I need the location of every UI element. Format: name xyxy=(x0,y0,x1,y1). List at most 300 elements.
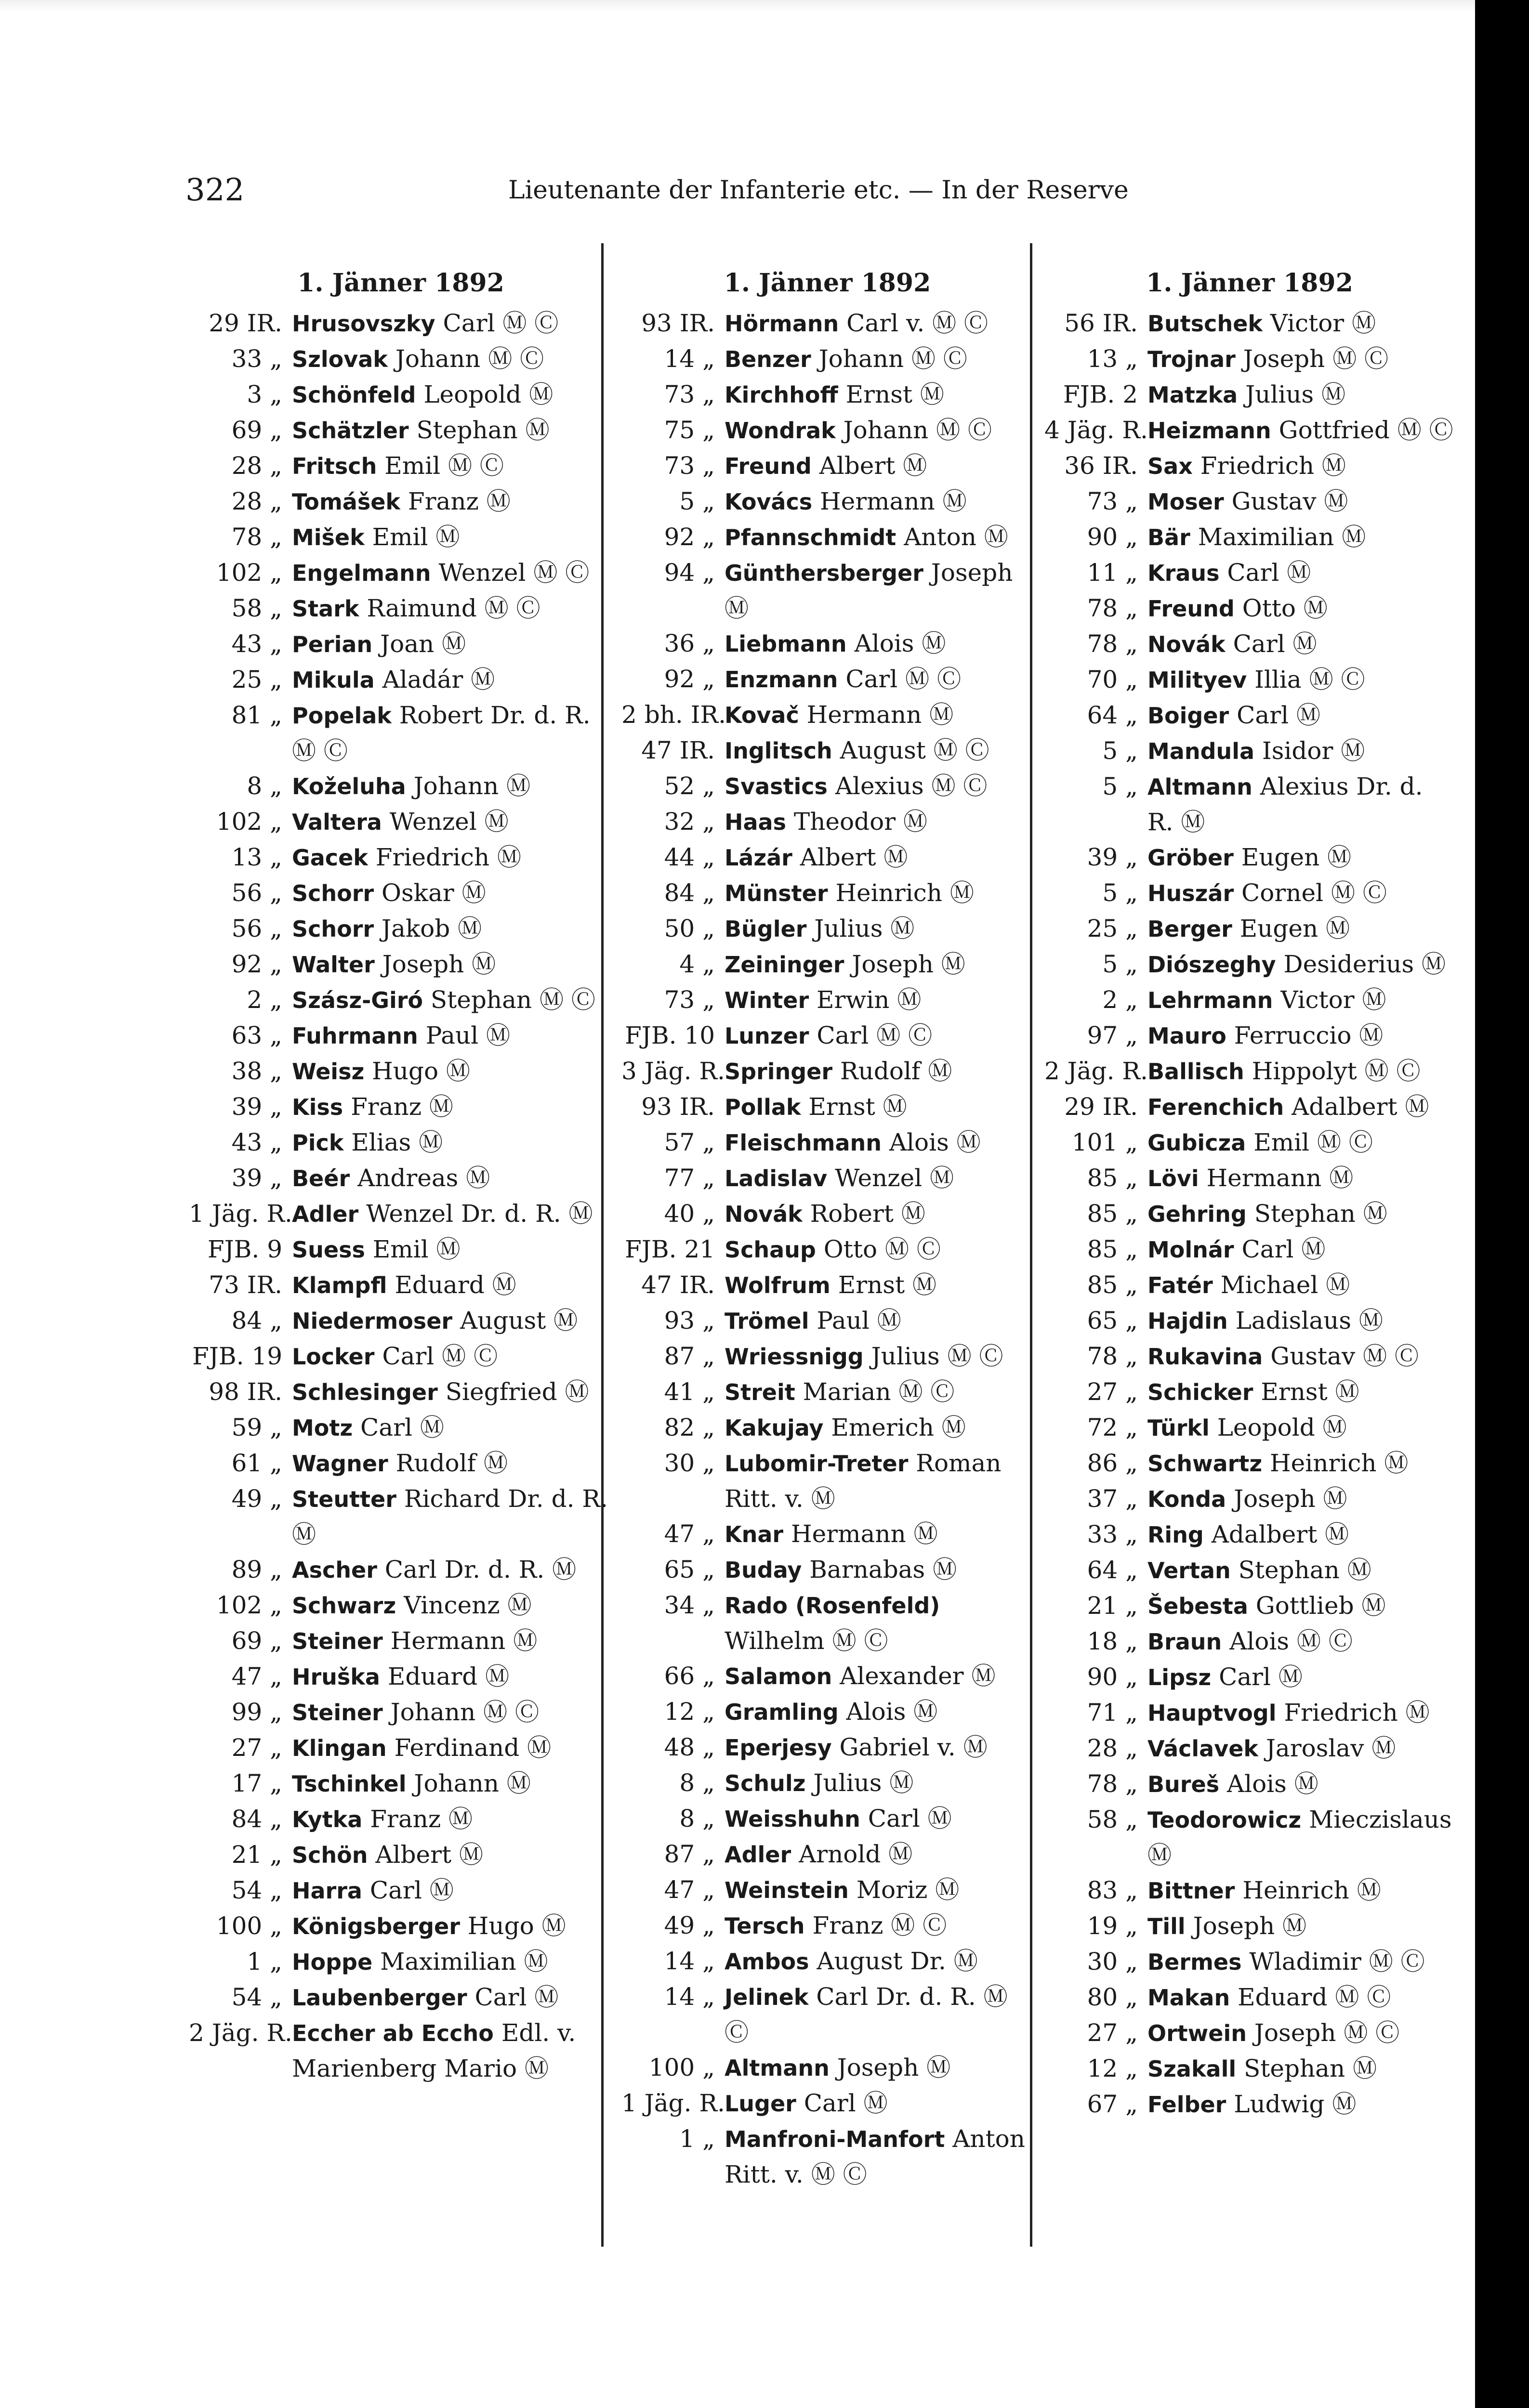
surname: Klingan xyxy=(292,1735,387,1761)
list-item xyxy=(1044,1268,1455,1303)
list-item xyxy=(621,1446,1033,1517)
entry-text xyxy=(285,377,613,413)
entry-text xyxy=(285,1588,613,1623)
entry-text xyxy=(285,947,613,982)
list-item xyxy=(1044,840,1455,876)
surname: Lehrmann xyxy=(1147,987,1273,1013)
list-item xyxy=(1044,1695,1455,1731)
given-name-and-marks: Carl Dr. d. R. Ⓜ Ⓒ xyxy=(725,1983,1008,2046)
given-name-and-marks: Leopold Ⓜ xyxy=(1217,1413,1347,1441)
unit-text: 75 „ xyxy=(664,416,715,444)
unit-label xyxy=(621,1979,718,2015)
unit-label xyxy=(621,1303,718,1338)
unit-text: 32 „ xyxy=(664,808,715,836)
entry-text xyxy=(1141,1695,1455,1731)
list-item xyxy=(621,520,1033,555)
entry-text xyxy=(718,1268,1033,1303)
unit-label xyxy=(1044,1909,1141,1944)
given-name-and-marks: Jakob Ⓜ xyxy=(382,915,482,942)
unit-label xyxy=(621,840,718,875)
entry-text xyxy=(718,911,1033,947)
surname: Schaup xyxy=(725,1237,816,1263)
given-name-and-marks: Ferruccio Ⓜ xyxy=(1234,1021,1384,1049)
unit-label xyxy=(621,1694,718,1729)
unit-text: 56 „ xyxy=(231,915,282,942)
given-name-and-marks: Emil Ⓜ Ⓒ xyxy=(1253,1128,1373,1156)
unit-text: 93 „ xyxy=(664,1307,715,1335)
given-name-and-marks: Franz Ⓜ Ⓒ xyxy=(812,1911,947,1939)
list-item xyxy=(189,591,613,627)
given-name-and-marks: Isidor Ⓜ xyxy=(1262,737,1365,765)
unit-text: 93 IR. xyxy=(641,309,715,337)
list-item xyxy=(189,555,613,591)
list-item xyxy=(1044,1660,1455,1695)
unit-label xyxy=(189,1054,285,1089)
entry-text xyxy=(1141,982,1455,1018)
entry-text xyxy=(285,1018,613,1054)
entry-text xyxy=(718,1659,1033,1694)
unit-label xyxy=(189,1446,285,1481)
unit-label xyxy=(189,520,285,555)
unit-label xyxy=(1044,1802,1141,1837)
surname: Klampfl xyxy=(292,1272,387,1298)
given-name-and-marks: Albert Ⓜ xyxy=(800,843,908,871)
list-item xyxy=(1044,662,1455,698)
surname: Kiss xyxy=(292,1094,343,1120)
unit-text: 94 „ xyxy=(664,559,715,587)
unit-text: 11 „ xyxy=(1087,559,1138,587)
given-name-and-marks: Aladár Ⓜ xyxy=(382,666,495,694)
list-item xyxy=(189,1909,613,1944)
given-name-and-marks: Illia Ⓜ Ⓒ xyxy=(1254,666,1365,694)
unit-text: 58 „ xyxy=(1087,1806,1138,1833)
surname: Wriessnigg xyxy=(725,1344,864,1370)
given-name-and-marks: Alois Ⓜ xyxy=(854,629,946,657)
entry-text xyxy=(1141,1125,1455,1161)
unit-text: 2 „ xyxy=(247,986,282,1014)
surname: Šebesta xyxy=(1147,1593,1248,1619)
surname: Suess xyxy=(292,1237,365,1263)
surname: Gacek xyxy=(292,845,368,871)
unit-label xyxy=(189,1695,285,1730)
list-item xyxy=(189,1873,613,1909)
list-item xyxy=(621,947,1033,982)
given-name-and-marks: Joseph Ⓜ Ⓒ xyxy=(1254,2019,1400,2047)
entry-text xyxy=(718,2050,1033,2086)
unit-text: 65 „ xyxy=(664,1556,715,1584)
entry-text xyxy=(718,1944,1033,1979)
unit-text: 90 „ xyxy=(1087,1663,1138,1691)
surname: Königsberger xyxy=(292,1913,460,1939)
surname: Hoppe xyxy=(292,1949,373,1975)
entry-text xyxy=(718,697,1033,733)
list-item xyxy=(189,1481,613,1552)
unit-text: 47 IR. xyxy=(641,736,715,764)
unit-label xyxy=(621,733,718,768)
entry-text xyxy=(718,306,1033,341)
list-item xyxy=(1044,769,1455,840)
list-item xyxy=(1044,1767,1455,1802)
given-name-and-marks: Stephan Ⓜ xyxy=(1238,1556,1371,1584)
surname: Enzmann xyxy=(725,667,838,693)
unit-text: 85 „ xyxy=(1087,1164,1138,1192)
unit-label xyxy=(1044,306,1141,341)
list-item xyxy=(621,1517,1033,1552)
surname: Ballisch xyxy=(1147,1059,1244,1085)
surname: Moser xyxy=(1147,489,1224,515)
unit-text: 92 „ xyxy=(664,665,715,693)
surname: Münster xyxy=(725,880,828,906)
surname: Huszár xyxy=(1147,880,1234,906)
list-item xyxy=(621,1268,1033,1303)
entry-text xyxy=(285,840,613,876)
unit-label xyxy=(189,876,285,911)
list-item xyxy=(189,1944,613,1980)
given-name-and-marks: Gottlieb Ⓜ xyxy=(1255,1592,1386,1620)
entry-text xyxy=(285,555,613,591)
unit-text: 49 „ xyxy=(664,1911,715,1939)
list-item xyxy=(1044,1481,1455,1517)
unit-text: 39 „ xyxy=(231,1093,282,1121)
list-item xyxy=(1044,2051,1455,2087)
unit-text: 89 „ xyxy=(231,1556,282,1584)
given-name-and-marks: Alois Ⓜ xyxy=(846,1698,938,1726)
given-name-and-marks: Paul Ⓜ xyxy=(817,1307,901,1335)
entry-text xyxy=(718,1196,1033,1232)
unit-text: 43 „ xyxy=(231,1128,282,1156)
list-item xyxy=(621,484,1033,520)
entry-text xyxy=(718,1303,1033,1339)
unit-label xyxy=(189,947,285,982)
given-name-and-marks: Johann Ⓜ Ⓒ xyxy=(390,1698,539,1726)
entry-text xyxy=(718,1054,1033,1089)
given-name-and-marks: Carl Ⓜ xyxy=(1237,701,1321,729)
list-item xyxy=(1044,520,1455,555)
list-item xyxy=(621,1908,1033,1944)
unit-text: 14 „ xyxy=(664,345,715,373)
list-item xyxy=(189,413,613,448)
surname: Rukavina xyxy=(1147,1344,1263,1370)
given-name-and-marks: Joseph Ⓜ xyxy=(852,950,965,978)
unit-text: 73 „ xyxy=(664,380,715,408)
list-item xyxy=(189,1410,613,1446)
unit-label xyxy=(1044,520,1141,555)
entry-text xyxy=(1141,1268,1455,1303)
unit-label xyxy=(189,1161,285,1196)
unit-text: 8 „ xyxy=(247,772,282,800)
unit-label xyxy=(1044,1660,1141,1695)
list-item xyxy=(189,1196,613,1232)
given-name-and-marks: Maximilian Ⓜ xyxy=(380,1948,548,1976)
surname: Walter xyxy=(292,952,375,978)
unit-label xyxy=(1044,1980,1141,2015)
surname: Jelinek xyxy=(725,1984,809,2010)
unit-text: 13 „ xyxy=(231,843,282,871)
list-item xyxy=(621,1125,1033,1161)
unit-text: 71 „ xyxy=(1087,1699,1138,1727)
surname: Tersch xyxy=(725,1913,805,1939)
surname: Bär xyxy=(1147,524,1190,550)
surname: Schorr xyxy=(292,880,374,906)
entry-text xyxy=(718,804,1033,840)
unit-text: 59 „ xyxy=(231,1413,282,1441)
entry-text xyxy=(1141,413,1455,448)
scan-top-band xyxy=(0,0,1475,12)
unit-label xyxy=(189,1659,285,1694)
unit-label xyxy=(189,1125,285,1160)
surname: Bureš xyxy=(1147,1771,1220,1797)
surname: Mauro xyxy=(1147,1023,1226,1049)
unit-label xyxy=(189,662,285,697)
entry-text xyxy=(1141,1232,1455,1268)
unit-label xyxy=(189,1268,285,1303)
unit-label xyxy=(621,1446,718,1481)
list-item xyxy=(189,627,613,662)
list-item xyxy=(621,1410,1033,1446)
surname: Hörmann xyxy=(725,311,839,337)
given-name-and-marks: Ernst Ⓜ xyxy=(808,1093,907,1121)
surname: Makan xyxy=(1147,1985,1230,2011)
given-name-and-marks: Elias Ⓜ xyxy=(351,1128,443,1156)
unit-text: 5 „ xyxy=(679,487,715,515)
list-item xyxy=(189,698,613,769)
unit-text: 48 „ xyxy=(664,1733,715,1761)
list-item xyxy=(1044,1731,1455,1767)
list-item xyxy=(189,1339,613,1374)
entry-text xyxy=(1141,1089,1455,1125)
entry-text xyxy=(285,1552,613,1588)
unit-label xyxy=(189,1018,285,1053)
surname: Liebmann xyxy=(725,631,847,657)
given-name-and-marks: Edl. v. Marienberg Mario Ⓜ xyxy=(292,2019,576,2082)
entry-text xyxy=(718,1089,1033,1125)
given-name-and-marks: Alexander Ⓜ xyxy=(840,1662,996,1690)
given-name-and-marks: Wilhelm Ⓜ Ⓒ xyxy=(725,1627,888,1655)
unit-text: 99 „ xyxy=(231,1698,282,1726)
list-item xyxy=(1044,591,1455,627)
unit-text: 100 „ xyxy=(648,2054,715,2081)
given-name-and-marks: Robert Dr. d. R. Ⓜ Ⓒ xyxy=(292,701,591,765)
given-name-and-marks: Gustav Ⓜ xyxy=(1231,487,1348,515)
unit-text: 102 „ xyxy=(216,559,282,587)
unit-label xyxy=(621,911,718,946)
given-name-and-marks: Emerich Ⓜ xyxy=(831,1413,966,1441)
given-name-and-marks: Victor Ⓜ xyxy=(1270,309,1376,337)
entry-text xyxy=(285,341,613,377)
entry-text xyxy=(718,1374,1033,1410)
given-name-and-marks: Robert Ⓜ xyxy=(810,1200,925,1228)
given-name-and-marks: Gabriel v. Ⓜ xyxy=(839,1733,988,1761)
list-item xyxy=(621,626,1033,662)
unit-label xyxy=(621,1232,718,1267)
surname: Teodorowicz xyxy=(1147,1807,1302,1833)
unit-text: 64 „ xyxy=(1087,1556,1138,1584)
scan-dark-edge xyxy=(1475,0,1529,2408)
entry-text xyxy=(1141,1980,1455,2015)
entry-text xyxy=(718,1125,1033,1161)
unit-text: 102 „ xyxy=(216,1591,282,1619)
unit-label xyxy=(1044,1481,1141,1517)
unit-label xyxy=(621,1552,718,1587)
surname: Luger xyxy=(725,2091,796,2117)
given-name-and-marks: Carl Ⓜ Ⓒ xyxy=(817,1021,933,1049)
entry-text xyxy=(718,1872,1033,1908)
unit-label xyxy=(621,1801,718,1836)
unit-text: 78 „ xyxy=(231,523,282,551)
list-item xyxy=(189,341,613,377)
unit-label xyxy=(1044,1268,1141,1303)
unit-text: FJB. 10 xyxy=(625,1021,715,1049)
unit-label xyxy=(189,1089,285,1125)
entry-text xyxy=(1141,1909,1455,1944)
given-name-and-marks: Maximilian Ⓜ xyxy=(1198,523,1366,551)
entry-text xyxy=(1141,1588,1455,1624)
unit-label xyxy=(189,911,285,946)
unit-label xyxy=(189,591,285,626)
entry-text xyxy=(718,377,1033,413)
unit-label xyxy=(1044,1018,1141,1053)
list-item xyxy=(621,1979,1033,2050)
list-item xyxy=(189,520,613,555)
list-item xyxy=(621,1303,1033,1339)
list-item xyxy=(1044,377,1455,413)
unit-text: 73 „ xyxy=(664,986,715,1014)
entry-text xyxy=(285,1873,613,1909)
entry-text xyxy=(718,1801,1033,1837)
surname: Manfroni-Manfort xyxy=(725,2126,945,2152)
list-item xyxy=(1044,448,1455,484)
unit-label xyxy=(1044,1873,1141,1908)
surname: Milityev xyxy=(1147,667,1247,693)
unit-text: 92 „ xyxy=(664,523,715,551)
unit-label xyxy=(189,1552,285,1587)
unit-label xyxy=(1044,1196,1141,1231)
given-name-and-marks: Friedrich Ⓜ xyxy=(1200,452,1346,480)
entry-text xyxy=(1141,1731,1455,1767)
given-name-and-marks: Carl v. Ⓜ Ⓒ xyxy=(846,309,989,337)
given-name-and-marks: Carl Ⓜ xyxy=(475,1983,559,2011)
given-name-and-marks: Julius Ⓜ Ⓒ xyxy=(871,1342,1003,1370)
unit-text: 70 „ xyxy=(1087,666,1138,694)
surname: Schönfeld xyxy=(292,382,416,408)
entry-text xyxy=(718,341,1033,377)
entry-text xyxy=(285,1232,613,1268)
surname: Fleischmann xyxy=(725,1130,882,1156)
unit-label xyxy=(189,1588,285,1623)
list-item xyxy=(1044,876,1455,911)
surname: Motz xyxy=(292,1415,353,1441)
entry-text xyxy=(1141,591,1455,627)
unit-label xyxy=(189,306,285,341)
entry-text xyxy=(285,1623,613,1659)
entry-text xyxy=(718,1552,1033,1588)
surname: Václavek xyxy=(1147,1736,1258,1762)
entry-text xyxy=(1141,484,1455,520)
given-name-and-marks: Albert Ⓜ xyxy=(375,1841,483,1869)
list-item xyxy=(621,840,1033,876)
entry-text xyxy=(1141,876,1455,911)
given-name-and-marks: Carl Ⓜ Ⓒ xyxy=(382,1342,498,1370)
entry-text xyxy=(1141,1374,1455,1410)
list-item xyxy=(189,840,613,876)
list-item xyxy=(189,982,613,1018)
given-name-and-marks: Richard Dr. d. R. Ⓜ xyxy=(292,1485,608,1548)
surname: Schwartz xyxy=(1147,1451,1263,1477)
unit-label xyxy=(1044,591,1141,626)
surname: Sax xyxy=(1147,453,1193,479)
unit-text: 13 „ xyxy=(1087,345,1138,373)
unit-label xyxy=(1044,1374,1141,1410)
given-name-and-marks: Andreas Ⓜ xyxy=(357,1164,490,1192)
unit-text: 4 Jäg. R. xyxy=(1044,416,1148,444)
unit-label xyxy=(621,555,718,590)
entry-text xyxy=(285,1410,613,1446)
unit-text: 49 „ xyxy=(231,1485,282,1513)
unit-label xyxy=(1044,1553,1141,1588)
unit-label xyxy=(1044,1944,1141,1979)
unit-label xyxy=(621,341,718,377)
unit-label xyxy=(621,982,718,1018)
unit-label xyxy=(621,1374,718,1410)
given-name-and-marks: Erwin Ⓜ xyxy=(817,986,922,1014)
given-name-and-marks: Carl Ⓜ xyxy=(1227,559,1311,587)
given-name-and-marks: August Ⓜ xyxy=(460,1307,578,1335)
unit-text: 64 „ xyxy=(1087,701,1138,729)
list-item xyxy=(621,2050,1033,2086)
given-name-and-marks: Ernst Ⓜ xyxy=(845,380,944,408)
surname: Kytka xyxy=(292,1806,363,1832)
given-name-and-marks: Arnold Ⓜ xyxy=(799,1840,913,1868)
list-item xyxy=(621,804,1033,840)
surname: Ortwein xyxy=(1147,2020,1247,2046)
entry-text xyxy=(285,413,613,448)
unit-text: 66 „ xyxy=(664,1662,715,1690)
unit-text: 100 „ xyxy=(216,1912,282,1940)
entry-text xyxy=(285,1196,613,1232)
list-item xyxy=(621,413,1033,448)
list-item xyxy=(189,1766,613,1802)
unit-label xyxy=(1044,733,1141,769)
unit-label xyxy=(621,804,718,839)
given-name-and-marks: Carl Ⓜ xyxy=(369,1876,454,1904)
unit-text: 28 „ xyxy=(1087,1734,1138,1762)
unit-text: 1 Jäg. R. xyxy=(621,2089,725,2117)
entry-text xyxy=(718,1908,1033,1944)
given-name-and-marks: Carl Ⓜ xyxy=(1233,630,1317,658)
surname: Altmann xyxy=(1147,774,1252,800)
surname: Eccher ab Eccho xyxy=(292,2020,494,2046)
list-item xyxy=(1044,1089,1455,1125)
surname: Popelak xyxy=(292,703,392,729)
unit-label xyxy=(1044,627,1141,662)
given-name-and-marks: Heinrich Ⓜ xyxy=(1270,1449,1409,1477)
list-item xyxy=(189,1054,613,1089)
unit-label xyxy=(1044,377,1141,412)
given-name-and-marks: August Ⓜ Ⓒ xyxy=(840,736,989,764)
surname: Tomášek xyxy=(292,489,401,515)
given-name-and-marks: Carl Ⓜ xyxy=(804,2089,888,2117)
given-name-and-marks: Friedrich Ⓜ xyxy=(1284,1699,1430,1727)
entry-text xyxy=(718,840,1033,876)
surname: Benzer xyxy=(725,346,811,372)
unit-label xyxy=(621,1730,718,1765)
list-item xyxy=(621,1374,1033,1410)
entry-text xyxy=(718,1410,1033,1446)
entry-text xyxy=(718,484,1033,520)
given-name-and-marks: Heinrich Ⓜ xyxy=(1242,1876,1381,1904)
unit-label xyxy=(621,413,718,448)
list-item xyxy=(189,1837,613,1873)
